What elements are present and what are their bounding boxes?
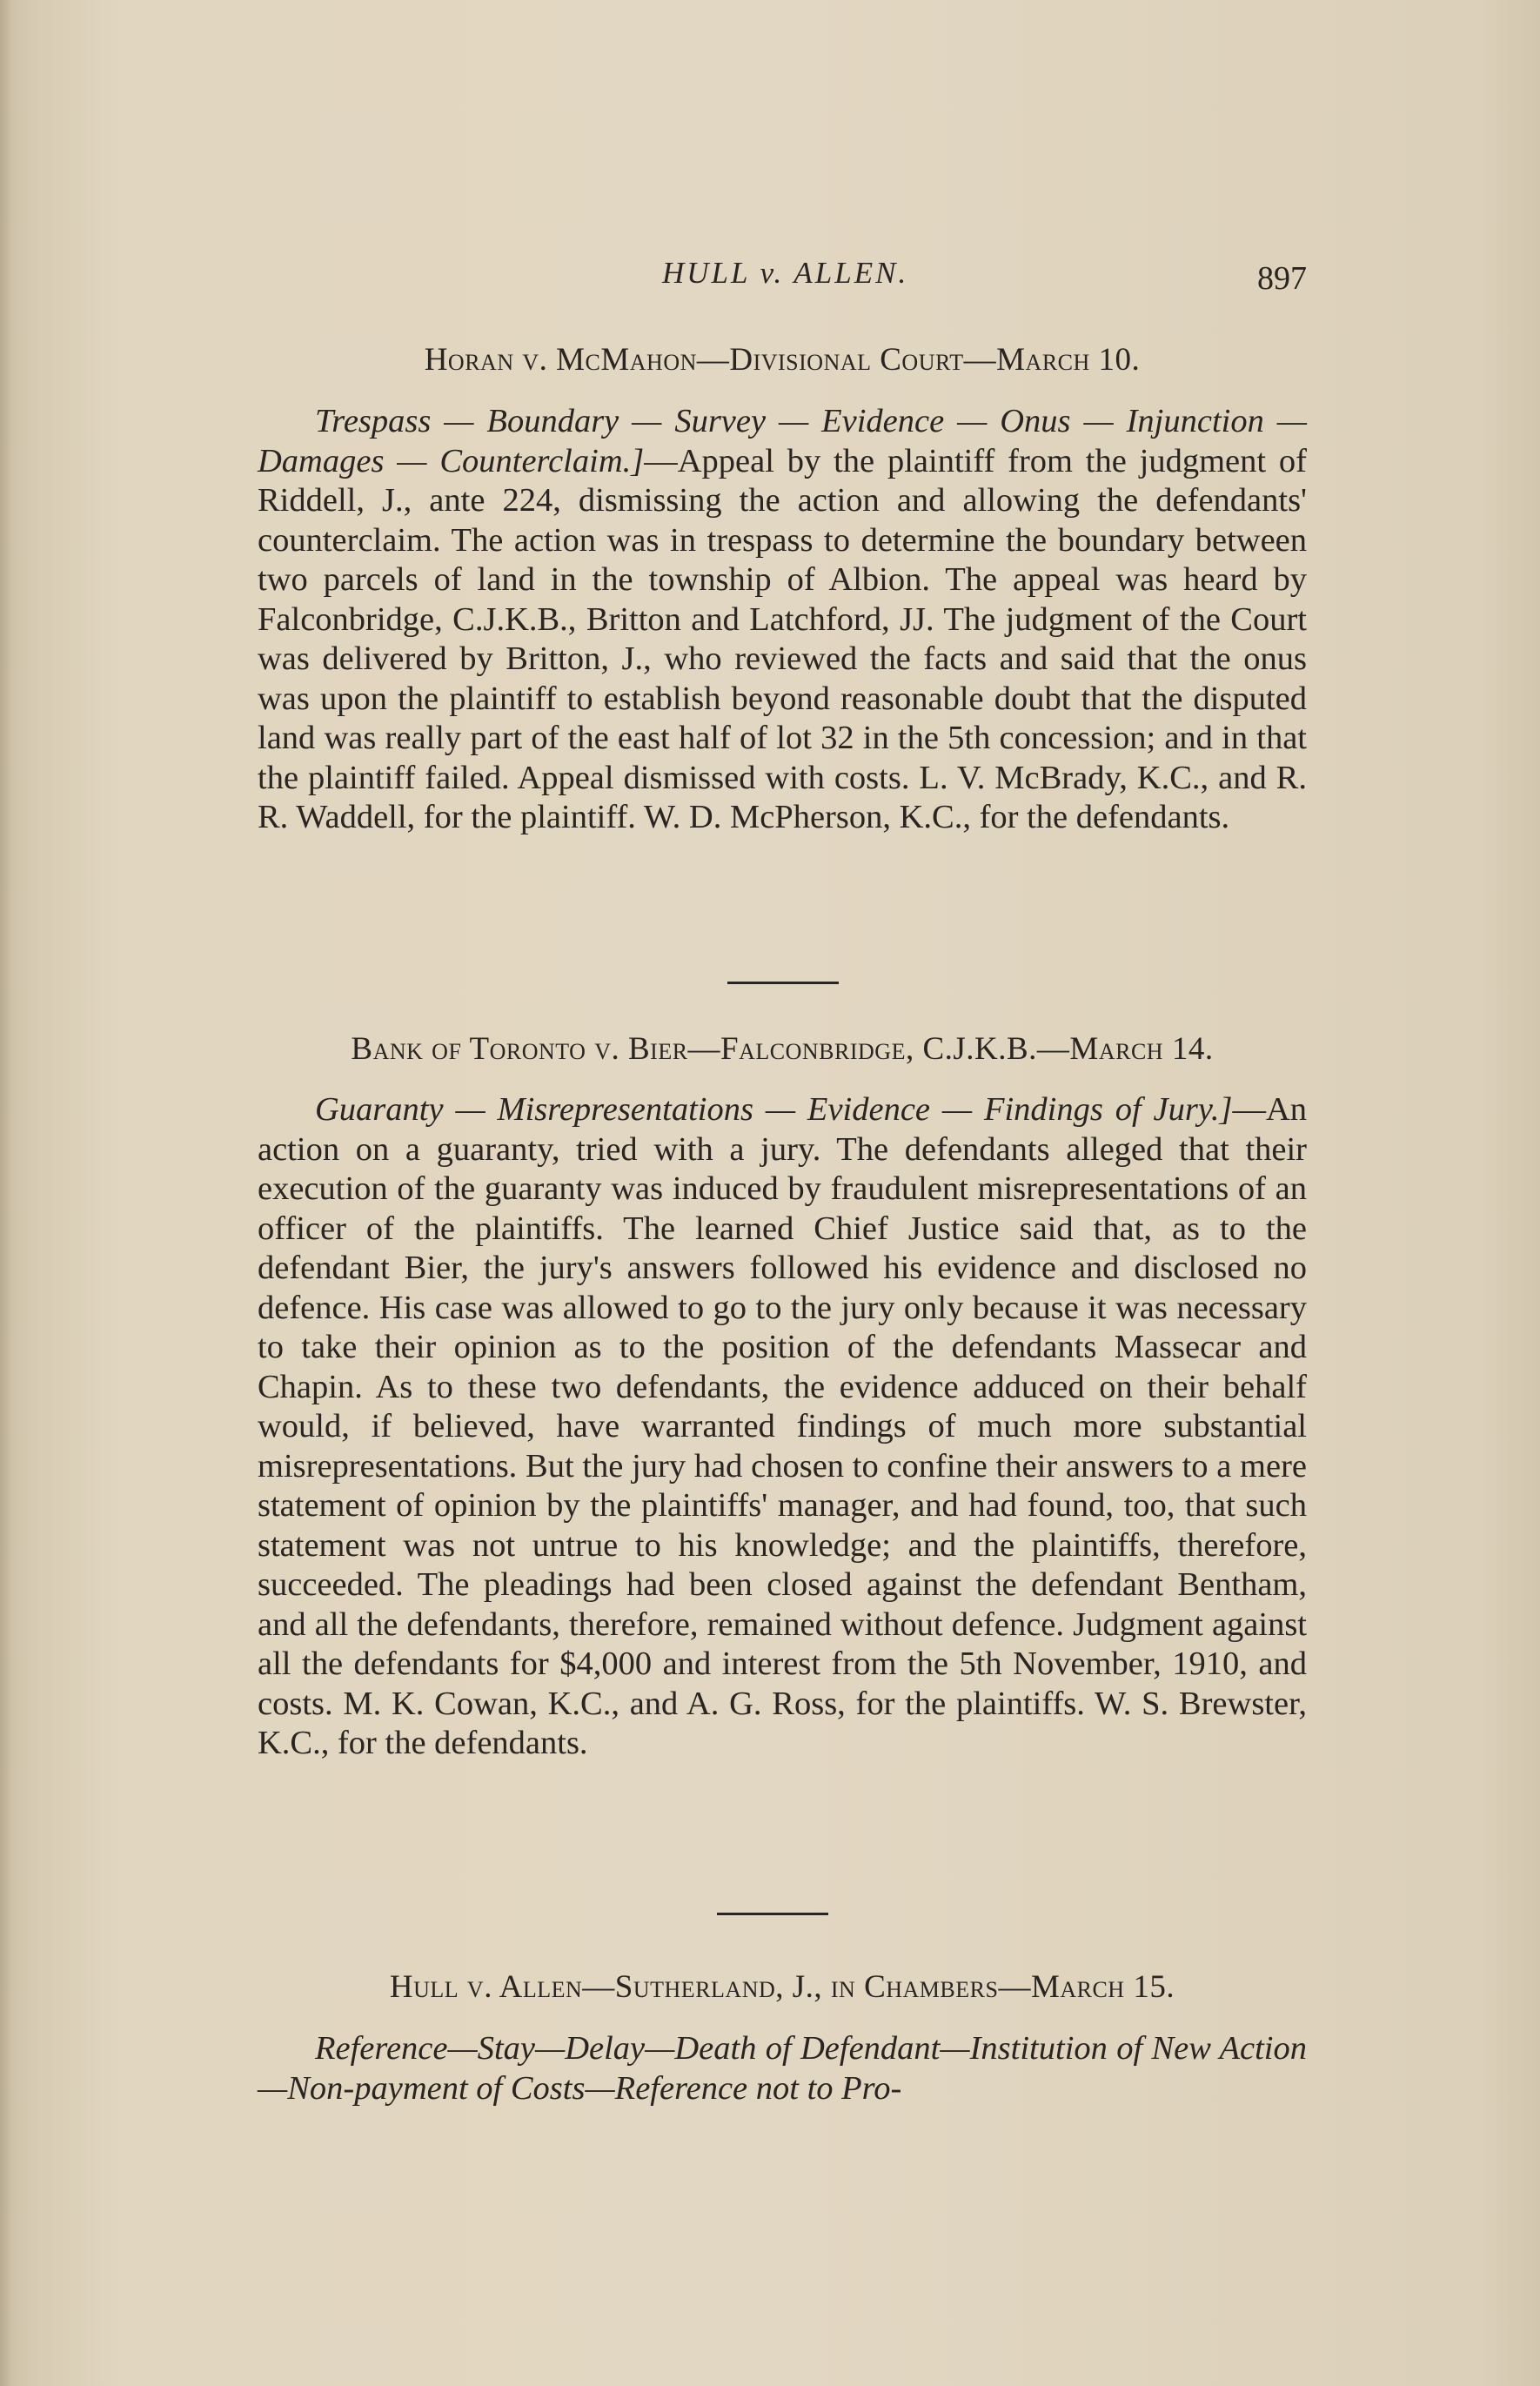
case-paragraph-horan bbox=[258, 402, 1307, 838]
case-caption-hull: Hull v. Allen—Sutherland, J., in Chambers—March 15. bbox=[389, 1969, 1175, 2005]
page-number: 897 bbox=[1257, 260, 1307, 297]
case-body-horan: —Appeal by the plaintiff from the judgment of Riddell, J., ante 224, dismissing the action and allowing the defendants' counterclaim. The action was in trespass to determine the boundary between two parcels of land in the township of Albion. The appeal was heard by Falconbridge, C.J.K.B., Britton and Latchford, JJ. The judgment of the Court was delivered by Britton, J., who reviewed the facts and said that the onus was upon the plaintiff to establish beyond reasonable doubt that the disputed land was really part of the east half of lot 32 in the 5th concession; and in that the plaintiff failed. Appeal dismissed with costs. L. V. McBrady, K.C., and R. R. Waddell, for the plaintiff. W. D. McPherson, K.C., for the defendants. bbox=[258, 442, 1307, 835]
section-divider bbox=[717, 1913, 828, 1915]
running-head bbox=[258, 249, 1307, 301]
case-caption-horan: Horan v. McMahon—Divisional Court—March 10. bbox=[424, 342, 1141, 378]
case-paragraph-hull bbox=[258, 2029, 1307, 2108]
running-head-title: HULL v. ALLEN. bbox=[662, 256, 909, 290]
case-paragraph-bank-of-toronto bbox=[258, 1090, 1307, 1764]
headnote-bank-of-toronto: Guaranty — Misrepresentations — Evidence — Findings of Jury.] bbox=[315, 1091, 1233, 1128]
section-divider bbox=[727, 982, 839, 984]
headnote-horan: Trespass — Boundary — Survey — Evidence — Onus — Injunction — Damages — Counterclaim.] bbox=[258, 403, 1307, 479]
headnote-hull: Reference—Stay—Delay—Death of Defendant—Institution of New Action—Non-payment of Costs—Reference not to Pro- bbox=[258, 2030, 1307, 2107]
case-caption-bank-of-toronto: Bank of Toronto v. Bier—Falconbridge, C.J.K.B.—March 14. bbox=[351, 1031, 1214, 1067]
case-body-bank-of-toronto: —An action on a guaranty, tried with a jury. The defendants alleged that their execution of the guaranty was induced by fraudulent misrepresentations of an officer of the plaintiffs. The learned Chief Justice said that, as to the defendant Bier, the jury's answers followed his evidence and disclosed no defence. His case was allowed to go to the jury only because it was necessary to take their opinion as to the position of the defendants Massecar and Chapin. As to these two defendants, the evidence adduced on their behalf would, if believed, have warranted findings of much more substantial misrepresentations. But the jury had chosen to confine their answers to a mere statement of opinion by the plaintiffs' manager, and had found, too, that such statement was not untrue to his knowledge; and the plaintiffs, therefore, succeeded. The pleadings had been closed against the defendant Bentham, and all the defendants, therefore, remained without defence. Judgment against all the defendants for $4,000 and interest from the 5th November, 1910, and costs. M. K. Cowan, K.C., and A. G. Ross, for the plaintiffs. W. S. Brewster, K.C., for the defendants. bbox=[258, 1091, 1307, 1761]
book-spine-shadow bbox=[0, 0, 12, 2386]
